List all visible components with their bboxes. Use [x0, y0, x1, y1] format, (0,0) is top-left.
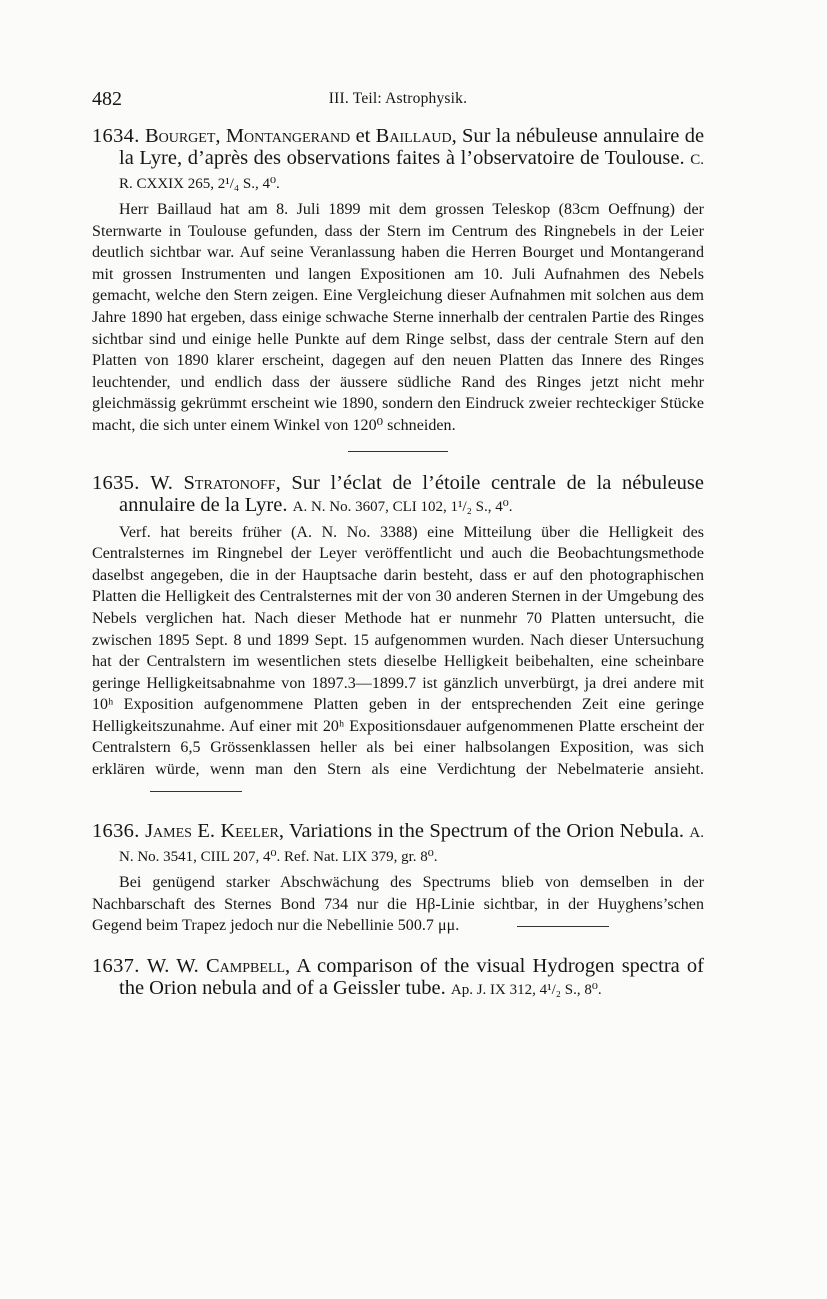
entry-1636 — [92, 820, 704, 937]
entry-heading: 1635. W. Stratonoff, Sur l’éclat de l’étoile centrale de la nébuleuse annulaire de la Lyre. A. N. No. 3607, CLI 102, 1¹/₂ S., 4⁰. — [92, 471, 704, 516]
running-head — [92, 88, 704, 114]
entry-title: Variations in the Spectrum of the Orion Nebula. — [289, 820, 684, 843]
author-name: Baillaud — [375, 125, 452, 147]
entry-number: 1634. — [92, 125, 140, 147]
entry-number: 1635. — [92, 471, 140, 494]
separator-rule — [517, 926, 609, 927]
page — [92, 88, 704, 1001]
section-title: III. Teil: Astrophysik. — [328, 90, 468, 107]
separator-rule — [150, 791, 242, 792]
entry-reference: A. N. No. 3607, CLI 102, 1¹/₂ S., 4⁰. — [292, 498, 513, 515]
page-number: 482 — [92, 88, 122, 110]
author-name: W. Stratonoff — [150, 471, 276, 494]
entry-heading: 1634. Bourget, Montangerand et Baillaud, Sur la nébuleuse annulaire de la Lyre, d’après des observations faites à l’observatoire de Toulouse. C. R. CXXIX 265, 2¹/₄ S., 4⁰. — [92, 125, 705, 192]
author-name: Bourget — [144, 125, 216, 147]
entry-abstract: Bei genügend starker Abschwächung des Spectrums blieb von demselben in der Nachbarschaft des Sternes Bond 734 nur die Hβ-Linie sichtbar, in der Huyghens’schen Gegend beim Trapez jedoch nur die Nebellinie 500.7 μμ. — [92, 874, 704, 935]
entry-title: A comparison of the visual Hydrogen spectra of the Orion nebula and of a Geissler tube. — [119, 955, 705, 1000]
entry-title: Sur l’éclat de l’étoile centrale de la nébuleuse annulaire de la Lyre. — [119, 471, 704, 516]
entry-reference: A. N. No. 3541, CIIL 207, 4⁰. Ref. Nat. LIX 379, gr. 8⁰. — [119, 825, 705, 866]
entry-number: 1637. — [92, 955, 140, 978]
entry-reference: C. R. CXXIX 265, 2¹/₄ S., 4⁰. — [119, 152, 705, 192]
entry-1637 — [92, 955, 704, 1001]
entry-reference: Ap. J. IX 312, 4¹/₂ S., 8⁰. — [450, 982, 602, 999]
entry-1634 — [92, 125, 704, 437]
entry-title: Sur la nébuleuse annulaire de la Lyre, d’après des observations faites à l’observatoire de Toulouse. — [119, 125, 705, 169]
entry-abstract: Herr Baillaud hat am 8. Juli 1899 mit dem grossen Teleskop (83cm Oeffnung) der Sternwarte in Toulouse gefunden, dass der Stern im Centrum des Ringnebels in der Leier deutlich sichtbar war. Auf seine Veranlassung haben die Herren Bourget und Montangerand mit grossen Instrumenten und langen Expositionen am 10. Juli Aufnahmen des Nebels gemacht, welche den Stern zeigen. Eine Vergleichung dieser Aufnahmen mit solchen aus dem Jahre 1890 hat ergeben, dass einige schwache Sterne innerhalb der centralen Partie des Ringes sichtbar sind und einige helle Punkte auf dem Ringe selbst, dass der centrale Stern auf den Platten von 1890 klarer erscheint, dagegen auf den neuen Platten das Innere des Ringes leuchtender, und endlich dass der äussere südliche Rand des Ringes jetzt nicht mehr gleichmässig gekrümmt erscheint wie 1890, sondern den Eindruck zweier rechteckiger Stücke macht, die sich unter einem Winkel von 120⁰ schneiden. — [92, 201, 704, 434]
entry-number: 1636. — [92, 820, 140, 843]
author-name: James E. Keeler — [145, 820, 279, 843]
entry-heading: 1637. W. W. Campbell, A comparison of the visual Hydrogen spectra of the Orion nebula and of a Geissler tube. Ap. J. IX 312, 4¹/₂ S., 8⁰. — [92, 955, 705, 1000]
author-name: Montangerand — [225, 125, 351, 147]
entry-1635 — [92, 472, 704, 803]
author-name: W. W. Campbell — [146, 955, 286, 978]
separator-rule — [348, 451, 448, 452]
entry-abstract: Verf. hat bereits früher (A. N. No. 3388) eine Mitteilung über die Helligkeit des Centralsternes im Ringnebel der Leyer veröffentlicht und auch die Beobachtungsmethode daselbst angegeben, die in der Hauptsache darin besteht, dass er auf den photographischen Platten die Helligkeit des Centralsternes mit der von 30 anderen Sternen in der Umgebung des Nebels verglichen hat. Nach dieser Methode hat er nunmehr 70 Platten untersucht, die zwischen 1895 Sept. 8 und 1899 Sept. 15 aufgenommen wurden. Nach dieser Untersuchung hat der Centralstern im wesentlichen stets dieselbe Helligkeit beibehalten, eine scheinbare geringe Helligkeitsabnahme von 1897.3—1899.7 ist gänzlich unverbürgt, ja drei andere mit 10ʰ Exposition aufgenommene Platten geben in der entsprechenden Zeit eine geringe Helligkeitszunahme. Auf einer mit 20ʰ Expositionsdauer aufgenommenen Platte erscheint der Centralstern 6,5 Grössenklassen heller als bei einer halbsolangen Exposition, was sich erklären würde, wenn man den Stern als eine Verdichtung der Nebelmaterie ansieht. — [92, 522, 704, 803]
entry-heading: 1636. James E. Keeler, Variations in the Spectrum of the Orion Nebula. A. N. No. 3541, CIIL 207, 4⁰. Ref. Nat. LIX 379, gr. 8⁰. — [92, 820, 705, 866]
